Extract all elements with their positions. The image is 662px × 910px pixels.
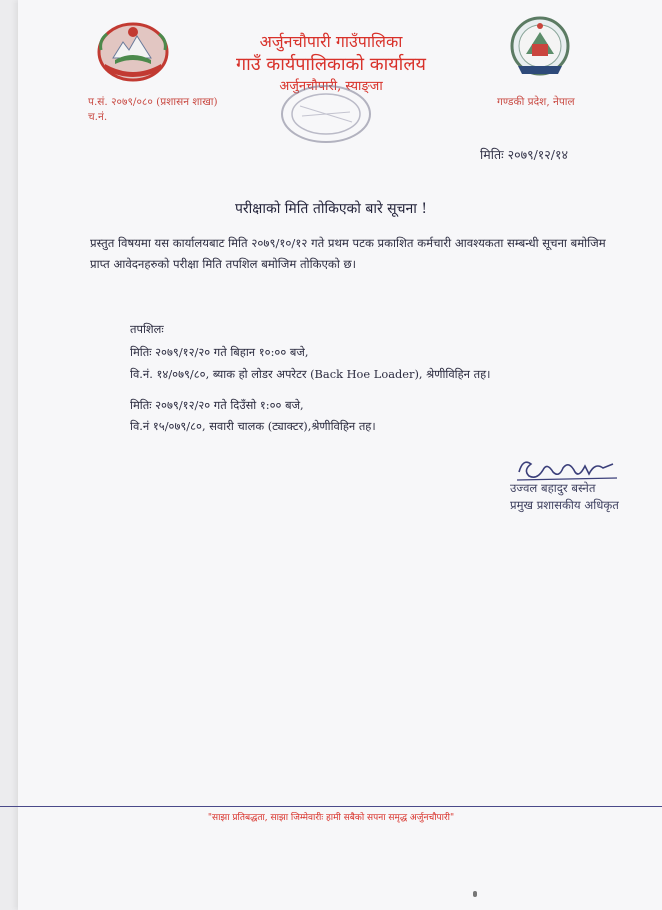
dispatch-number: च.नं. (88, 111, 108, 123)
exam-1-post: वि.नं. १४/०७९/८०, ब्याक हो लोडर अपरेटर (Back Hoe Loader), श्रेणीविहिन तह। (130, 367, 491, 381)
notice-title: परीक्षाको मिति तोकिएको बारे सूचना ! (234, 201, 428, 217)
province-label: गण्डकी प्रदेश, नेपाल (497, 96, 575, 108)
signatory-name: उज्वल बहादुर बस्नेत (510, 481, 596, 495)
letter-date: मितिः २०७९/१२/१४ (480, 147, 568, 162)
notice-body: प्रस्तुत विषयमा यस कार्यालयबाट मिति २०७९/१०/१२ गते प्रथम पटक प्रकाशित कर्मचारी आवश्यकता सम्बन्धी सूचना बमोजिम प्राप्त आवेदनहरुको परीक्षा मिति तपशिल बमोजिम तोकिएको छ। (90, 236, 606, 271)
office-address: अर्जुनचौपारी, स्याङ्जा (279, 79, 383, 94)
footer-divider (0, 806, 662, 807)
office-name: गाउँ कार्यपालिकाको कार्यालय (236, 54, 426, 75)
exam-1-date: मितिः २०७९/१२/२० गते बिहान १०:०० बजे, (130, 345, 309, 359)
reference-number: प.सं. २०७९/०८० (प्रशासन शाखा) (88, 96, 218, 108)
footer-motto: "साझा प्रतिबद्धता, साझा जिम्मेवारीः हामी सबैको सपना समृद्ध अर्जुनचौपारी" (207, 813, 455, 823)
details-label: तपशिलः (130, 322, 164, 336)
municipality-name: अर्जुनचौपारी गाउँपालिका (259, 32, 403, 51)
paper-speck (473, 891, 477, 897)
handwritten-signature (513, 452, 623, 484)
signatory-designation: प्रमुख प्रशासकीय अधिकृत (510, 498, 619, 512)
exam-2-post: वि.नं १५/०७९/८०, सवारी चालक (ट्याक्टर),श्रेणीविहिन तह। (130, 419, 376, 433)
office-stamp-icon (278, 82, 374, 146)
exam-2-date: मितिः २०७९/१२/२० गते दिउँसो १:०० बजे, (130, 398, 304, 412)
